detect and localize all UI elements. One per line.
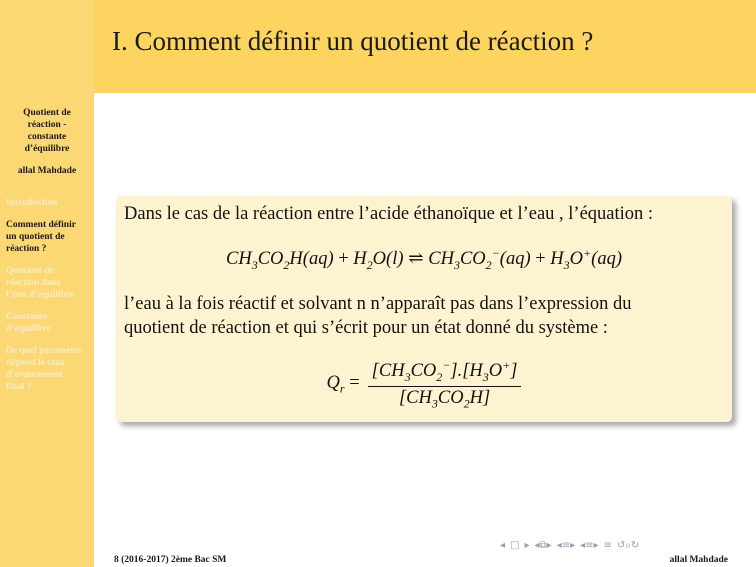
quotient-fraction: $\frac{[CH_3CO_2^-].[H_3O^+]}{[CH_3CO_2H]}$ <box>368 358 522 412</box>
sidebar-nav <box>6 197 92 403</box>
intro-text: Dans le cas de la réaction entre l’acide éthanoïque et l’eau , l’équation : <box>124 204 654 224</box>
sidebar-author: allal Mahdade <box>17 166 77 176</box>
sidebar-item-constante-equilibre[interactable]: Constante d’équilibre <box>6 312 51 334</box>
align-icon[interactable]: ≡ <box>603 539 612 551</box>
section-icon[interactable]: ◂≡▸ <box>556 539 576 551</box>
content-block <box>116 196 732 422</box>
footer-right: allal Mahdade <box>669 555 728 565</box>
sidebar-item-quotient-equilibre[interactable]: Quotient de réaction dans l’état d’équilibre <box>6 266 75 300</box>
footer-left: 8 (2016-2017) 2ème Bac SM <box>114 555 227 565</box>
search-icon[interactable]: ↺⌕↻ <box>616 539 640 551</box>
body-text-line-2: quotient de réaction et qui s’écrit pour un état donné du système : <box>124 318 608 338</box>
nav-right-icon[interactable]: ▸ <box>524 539 530 551</box>
sidebar-item-taux-avancement[interactable]: De quel paramètre dépend le taux d’avancement final ? <box>6 346 82 392</box>
sidebar <box>0 0 94 567</box>
nav-left-icon[interactable]: ◂ <box>500 539 506 551</box>
reaction-equation: $CH_3CO_2H(aq) + H_2O(l)$ ⇌ $CH_3CO_2^-(aq) + H_3O^+(aq)$ <box>226 246 622 272</box>
page-title: I. Comment définir un quotient de réaction ? <box>112 26 594 56</box>
sidebar-item-definir-quotient[interactable]: Comment définir un quotient de réaction ? <box>6 220 76 254</box>
body-text-line-1: l’eau à la fois réactif et solvant n n’apparaît pas dans l’expression du <box>124 294 632 314</box>
sidebar-item-introduction[interactable]: Introduction <box>6 198 58 208</box>
quotient-formula: $Q_r$ = $\frac{[CH_3CO_2^-].[H_3O^+]}{[CH_3CO_2H]}$ <box>116 358 732 412</box>
frame-icon[interactable]: □ <box>510 539 520 551</box>
sidebar-presentation-title: Quotient de réaction - constante d’équilibre <box>23 108 71 154</box>
subsection-icon[interactable]: ◂⧉▸ <box>534 539 552 551</box>
section-next-icon[interactable]: ◂≡▸ <box>580 539 599 551</box>
slide-header <box>94 0 756 93</box>
beamer-navigation-bar <box>500 538 639 552</box>
